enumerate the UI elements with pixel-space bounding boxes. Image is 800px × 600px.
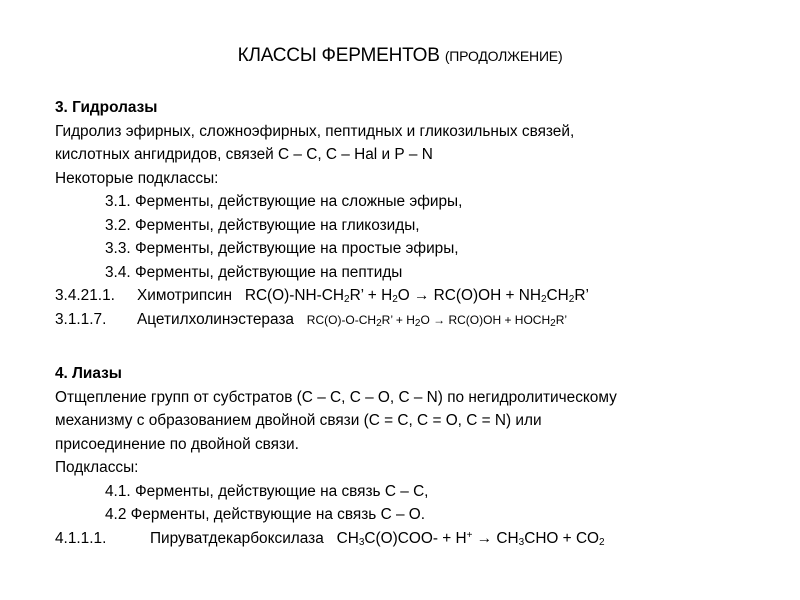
hydrolases-desc-2: кислотных ангидридов, связей С – С, С – Hal и Р – N xyxy=(55,146,433,163)
enzyme-name: Ацетилхолинэстераза xyxy=(137,310,294,328)
hydrolases-example-2 xyxy=(55,308,775,333)
page-title xyxy=(0,44,800,68)
hydrolases-subclasses-label: Некоторые подклассы: xyxy=(55,169,219,187)
hydrolases-heading: 3. Гидролазы xyxy=(55,99,158,116)
lyases-heading: 4. Лиазы xyxy=(55,365,122,382)
hydrolases-subclass-4: 3.4. Ферменты, действующие на пептиды xyxy=(105,263,403,281)
lyases-subclass-2: 4.2 Ферменты, действующие на связь С – О. xyxy=(105,506,426,523)
title-main: КЛАССЫ ФЕРМЕНТОВ xyxy=(237,45,440,66)
hydrolases-subclass-3: 3.3. Ферменты, действующие на простые эфиры, xyxy=(105,240,459,257)
lyases-desc-2: механизму с образованием двойной связи (С = С, С = О, С = N) или xyxy=(55,412,542,429)
lyases-subclasses-label: Подклассы: xyxy=(55,459,139,476)
lyases-example-1 xyxy=(55,527,775,551)
example-code: 3.1.1.7. xyxy=(55,310,107,328)
reaction-equation: $RC(O)-NH-CH_2R$’ + $H_2O \to RC(O)OH + NH_2CH_2R$’ xyxy=(244,287,589,305)
title-sub: (ПРОДОЛЖЕНИЕ) xyxy=(444,48,563,64)
hydrolases-subclass-2: 3.2. Ферменты, действующие на гликозиды, xyxy=(105,216,420,234)
lyases-section xyxy=(55,362,775,550)
enzyme-name: Пируватдекарбоксилаза xyxy=(150,529,324,547)
example-code: 4.1.1.1. xyxy=(55,529,107,547)
lyases-desc-3: присоединение по двойной связи. xyxy=(55,435,299,453)
hydrolases-section xyxy=(55,96,775,332)
example-code: 3.4.21.1. xyxy=(55,287,115,304)
hydrolases-desc-1: Гидролиз эфирных, сложноэфирных, пептидных и гликозильных связей, xyxy=(55,122,575,140)
reaction-equation: $CH_3C(O)COO- + H^+ \to CH_3CHO + CO_2$ xyxy=(336,529,605,548)
hydrolases-subclass-1: 3.1. Ферменты, действующие на сложные эфиры, xyxy=(105,193,463,210)
hydrolases-example-1 xyxy=(55,284,775,308)
lyases-subclass-1: 4.1. Ферменты, действующие на связь С – С, xyxy=(105,482,429,500)
reaction-equation: $RC(O)-O-CH_2R$’ + $H_2O \to RC(O)OH$ + $HOCH_2R$’ xyxy=(306,312,568,329)
lyases-desc-1: Отщепление групп от субстратов (С – С, С – О, С – N) по негидролитическому xyxy=(55,388,617,406)
enzyme-name: Химотрипсин xyxy=(137,287,232,304)
